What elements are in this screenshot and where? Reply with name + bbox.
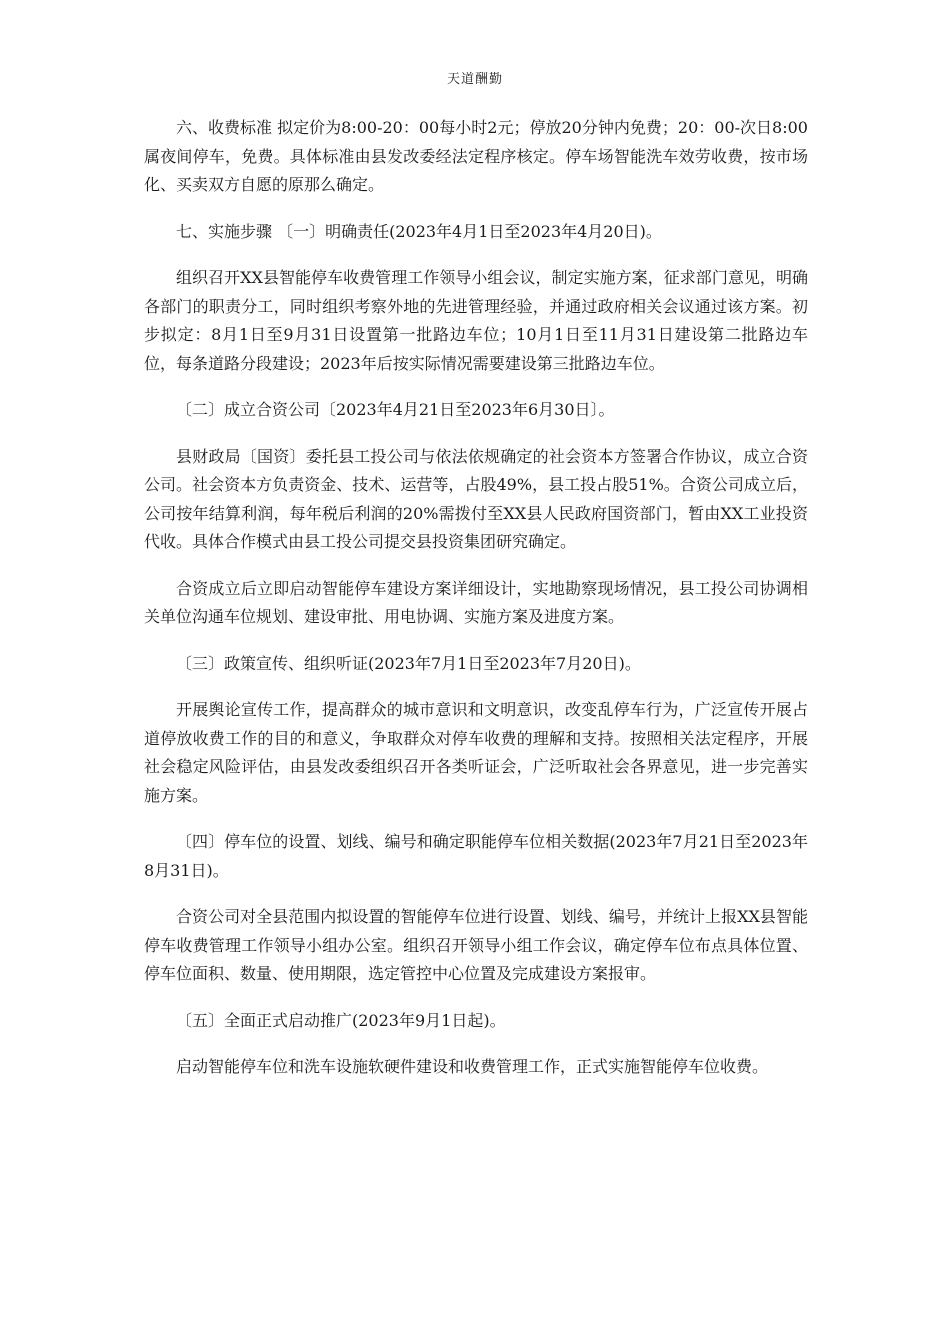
paragraph-step-5-body: 启动智能停车位和洗车设施软硬件建设和收费管理工作，正式实施智能停车位收费。 [176,1057,769,1076]
paragraph-step-4-heading: 〔四〕停车位的设置、划线、编号和确定职能停车位相关数据(2023年7月21日至2023年8月31日)。 [144,832,808,880]
paragraph-fee-standard: 六、收费标准 拟定价为8:00-20：00每小时2元；停放20分钟内免费；20：00-次日8:00属夜间停车，免费。具体标准由县发改委经法定程序核定。停车场智能洗车效劳收费，按市场化、买卖双方自愿的原那么确定。 [144,118,808,194]
paragraph-implementation-step-1-heading: 七、实施步骤 〔一〕明确责任(2023年4月1日至2023年4月20日)。 [176,221,662,241]
paragraph-step-4-body: 合资公司对全县范围内拟设置的智能停车位进行设置、划线、编号，并统计上报XX县智能停车收费管理工作领导小组办公室。组织召开领导小组工作会议，确定停车位布点具体位置、停车位面积、数量、使用期限，选定管控中心位置及完成建设方案报审。 [144,907,808,983]
page-header: 天道酬勤 [446,72,503,87]
paragraph-step-2-heading: 〔二〕成立合资公司〔2023年4月21日至2023年6月30日〕。 [176,400,615,419]
paragraph-step-3-heading: 〔三〕政策宣传、组织听证(2023年7月1日至2023年7月20日)。 [176,653,641,673]
paragraph-step-2-design: 合资成立后立即启动智能停车建设方案详细设计，实地勘察现场情况，县工投公司协调相关单位沟通车位规划、建设审批、用电协调、实施方案及进度方案。 [144,578,808,626]
paragraph-step-5-heading: 〔五〕全面正式启动推广(2023年9月1日起)。 [176,1010,506,1030]
paragraph-step-2-body: 县财政局〔国资〕委托县工投公司与依法依规确定的社会资本方签署合作协议，成立合资公司。社会资本方负责资金、技术、运营等，占股49%，县工投占股51%。合资公司成立后，公司按年结算利润，每年税后利润的20%需拨付至XX县人民政府国资部门，暂由XX工业投资代收。具体合作模式由县工投公司提交县投资集团研究确定。 [144,446,808,551]
paragraph-implementation-step-1-body: 组织召开XX县智能停车收费管理工作领导小组会议，制定实施方案，征求部门意见，明确各部门的职责分工，同时组织考察外地的先进管理经验，并通过政府相关会议通过该方案。初步拟定：8月1日至9月31日设置第一批路边车位；10月1日至11月31日建设第二批路边车位，每条道路分段建设；2023年后按实际情况需要建设第三批路边车位。 [144,268,808,373]
document-body [144,114,808,1100]
paragraph-step-3-body: 开展舆论宣传工作，提高群众的城市意识和文明意识，改变乱停车行为，广泛宣传开展占道停放收费工作的目的和意义，争取群众对停车收费的理解和支持。按照相关法定程序，开展社会稳定风险评估，由县发改委组织召开各类听证会，广泛听取社会各界意见，进一步完善实施方案。 [144,700,808,805]
